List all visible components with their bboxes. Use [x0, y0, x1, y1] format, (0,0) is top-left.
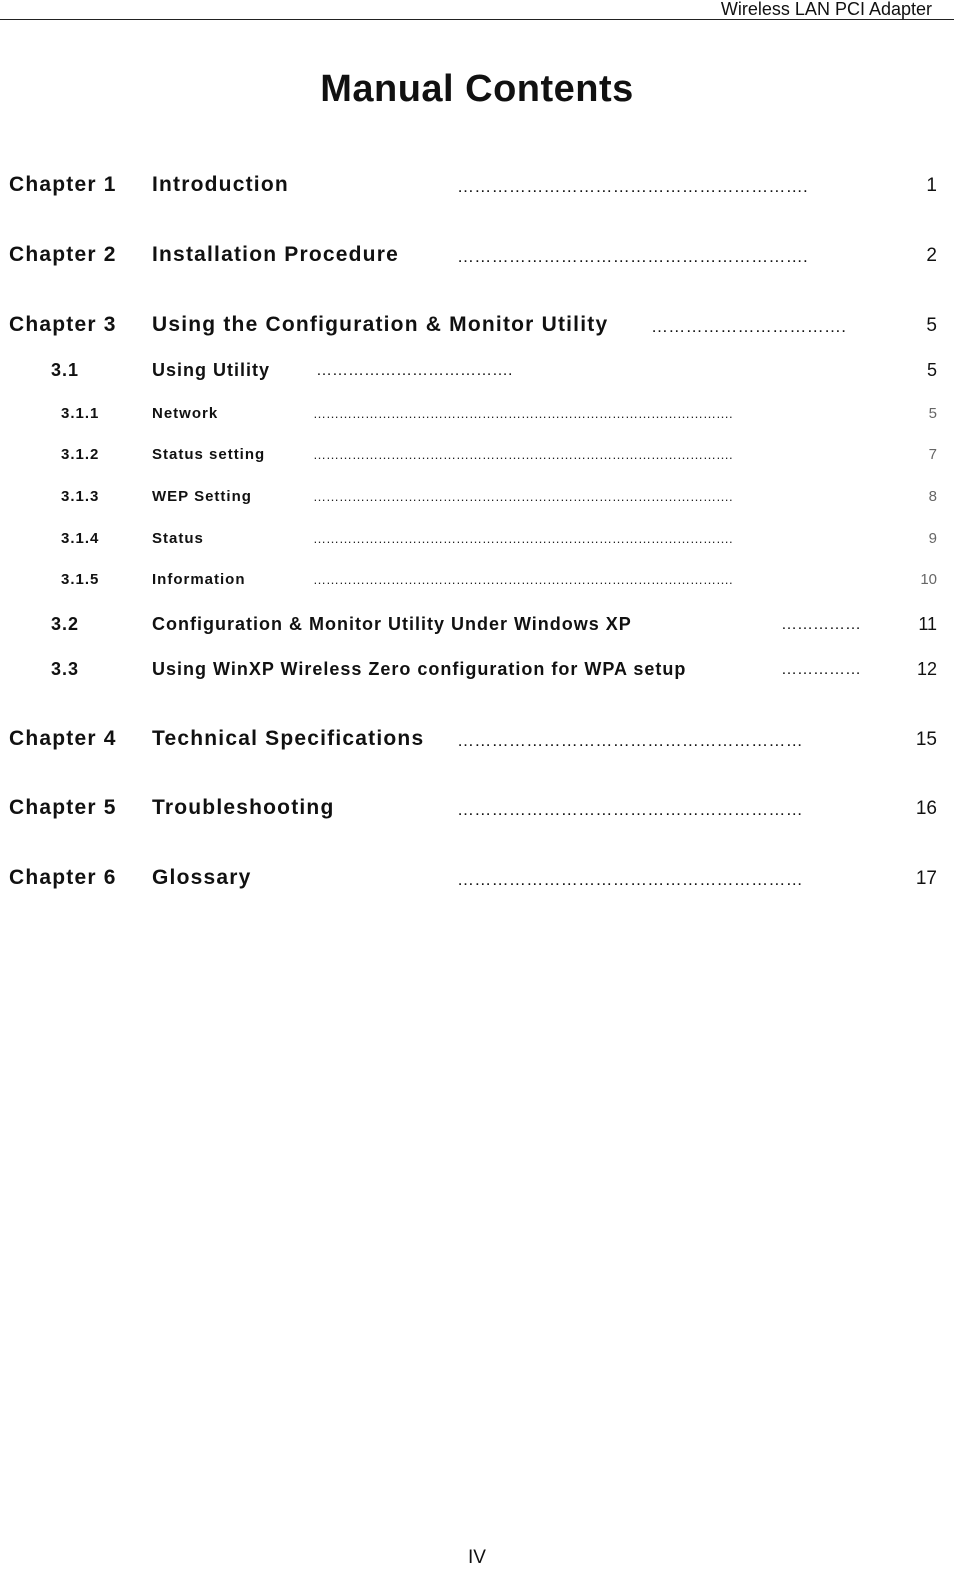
toc-leader-dots: ……………………………………………………………………………………. — [313, 531, 733, 546]
toc-entry-chapter-4 — [0, 727, 954, 757]
toc-entry-chapter-6 — [0, 866, 954, 896]
toc-entry-page: 12 — [916, 659, 937, 679]
toc-entry-title: Technical Specifications — [152, 727, 425, 750]
toc-entry-title: Installation Procedure — [152, 243, 399, 266]
toc-leader-dots: …………… — [781, 661, 861, 678]
toc-entry-title: Using the Configuration & Monitor Utility — [152, 313, 609, 336]
toc-entry-chapter-3 — [0, 313, 954, 343]
toc-entry-subsection-3-1-5 — [0, 571, 954, 601]
toc-entry-section-3-3 — [0, 659, 954, 689]
header-rule — [0, 19, 954, 20]
toc-entry-section-3-1 — [0, 360, 954, 390]
running-header-title: Wireless LAN PCI Adapter — [720, 0, 932, 19]
toc-entry-number: 3.1.2 — [61, 446, 100, 463]
toc-entry-subsection-3-1-3 — [0, 488, 954, 518]
toc-entry-page: 9 — [928, 530, 937, 547]
toc-leader-dots: ……………………………. — [651, 317, 847, 336]
toc-entry-page: 10 — [920, 571, 937, 588]
toc-entry-chapter-1 — [0, 173, 954, 203]
toc-entry-page: 11 — [918, 614, 937, 634]
toc-entry-page: 16 — [915, 798, 937, 819]
toc-entry-page: 1 — [926, 175, 937, 196]
toc-entry-page: 15 — [915, 729, 937, 750]
toc-leader-dots: …………………………………………………… — [457, 731, 803, 750]
toc-entry-chapter-5 — [0, 796, 954, 826]
toc-entry-page: 17 — [915, 868, 937, 889]
toc-leader-dots: ……………………………………………………………………………………. — [313, 406, 733, 421]
toc-entry-title: Status — [152, 530, 204, 547]
toc-entry-page: 5 — [928, 405, 937, 422]
toc-entry-number: Chapter 2 — [9, 243, 117, 266]
toc-leader-dots: …………… — [781, 616, 861, 633]
toc-entry-page: 5 — [926, 315, 937, 336]
toc-entry-title: Status setting — [152, 446, 266, 463]
toc-entry-number: Chapter 1 — [9, 173, 117, 196]
toc-entry-title: Network — [152, 405, 219, 422]
toc-entry-title: Using WinXP Wireless Zero configuration for WPA setup — [152, 659, 687, 679]
toc-entry-number: 3.1.4 — [61, 530, 100, 547]
toc-entry-section-3-2 — [0, 614, 954, 644]
toc-entry-title: Information — [152, 571, 246, 588]
toc-leader-dots: ……………………………………………………………………………………. — [313, 572, 733, 587]
toc-entry-number: 3.3 — [51, 659, 80, 679]
toc-entry-page: 5 — [926, 360, 937, 380]
toc-leader-dots: ……………………………………………………. — [457, 177, 809, 196]
toc-entry-title: Configuration & Monitor Utility Under Windows XP — [152, 614, 632, 634]
toc-entry-title: Introduction — [152, 173, 289, 196]
toc-leader-dots: …………………………………………………… — [457, 800, 803, 819]
toc-entry-subsection-3-1-1 — [0, 405, 954, 435]
page-title: Manual Contents — [320, 68, 634, 110]
toc-entry-number: Chapter 5 — [9, 796, 117, 819]
toc-entry-subsection-3-1-4 — [0, 530, 954, 560]
page-footer-number: IV — [468, 1547, 486, 1568]
toc-entry-number: 3.1 — [51, 360, 80, 380]
toc-entry-number: 3.1.3 — [61, 488, 100, 505]
toc-leader-dots: ……………………………………………………………………………………. — [313, 489, 733, 504]
toc-entry-chapter-2 — [0, 243, 954, 273]
toc-entry-subsection-3-1-2 — [0, 446, 954, 476]
toc-entry-number: 3.2 — [51, 614, 80, 634]
toc-leader-dots: ………………………………. — [316, 362, 513, 379]
toc-entry-title: WEP Setting — [152, 488, 252, 505]
toc-entry-number: Chapter 6 — [9, 866, 117, 889]
toc-leader-dots: ……………………………………………………………………………………. — [313, 447, 733, 462]
toc-leader-dots: …………………………………………………… — [457, 870, 803, 889]
toc-entry-page: 8 — [928, 488, 937, 505]
toc-entry-number: 3.1.5 — [61, 571, 100, 588]
toc-leader-dots: ……………………………………………………. — [457, 247, 809, 266]
toc-entry-number: 3.1.1 — [61, 405, 100, 422]
toc-entry-number: Chapter 3 — [9, 313, 117, 336]
toc-entry-title: Glossary — [152, 866, 252, 889]
toc-entry-page: 2 — [926, 245, 937, 266]
toc-entry-number: Chapter 4 — [9, 727, 117, 750]
toc-entry-title: Troubleshooting — [152, 796, 335, 819]
toc-entry-title: Using Utility — [152, 360, 271, 380]
toc-entry-page: 7 — [928, 446, 937, 463]
